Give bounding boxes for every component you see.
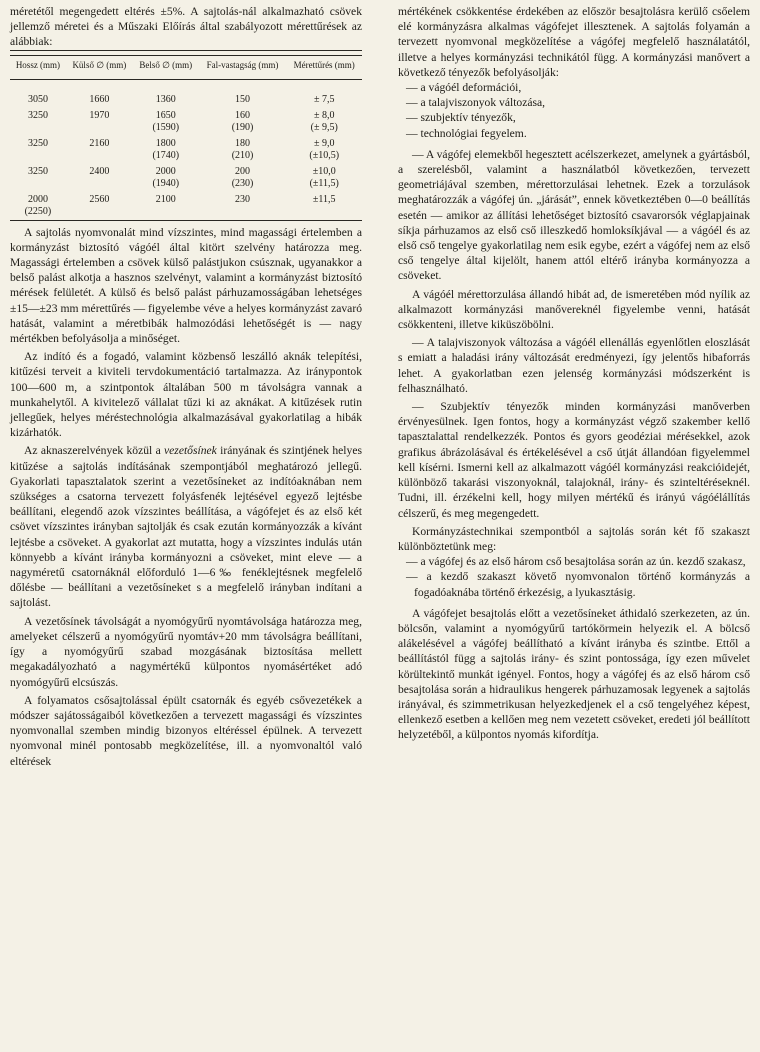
paragraph-nyomvonal: A sajtolás nyomvonalát mind vízszintes, mind magassági értelemben a kormányzást biztosító vágóél által kitört szelvény határozza meg. Magassági értelemben a csövek külső palástjukon csúsznak, ugyanakkor a belső palást alkotja a hasznos szelvényt, valamint a kormányzást biztosító mérések felületét. A külső és belső palást párhuzamosságában lehetséges ±15—±23 mm mérettűrés — figyelembe véve a helyes kormányzást zavaró hatását, valamint a méretbibák halmozódási lehetőségét is — nagy mértékben befolyásolja a minőséget. xyxy=(10,225,362,346)
cell-value-alt: (1940) xyxy=(152,177,180,189)
paragraph-kormanyzas-intro: mértékének csökkentése érdekében az először besajtolásra kerülő csőelem elé kormányzásra alkalmas vágófejet illesztenek. A sajtolás folyamán a tervezett nyomvonal megközelítése a vágófej megfelelő használatától, illetve a helyes kormányzási technikától függ. A kormányzási manővert a következő tényezők befolyásolják: xyxy=(398,5,750,79)
cell-tures xyxy=(286,108,362,136)
cell-value: 2400 xyxy=(89,165,110,177)
text-run: Az aknaszerelvények közül a xyxy=(24,444,165,458)
cell-fal xyxy=(199,192,287,221)
paragraph-talajviszonyok: — A talajviszonyok változása a vágóél ellenállás egyenlőtlen eloszlását s emiatt a haladási irány változását eredményezi, így jelentős hibaforrás lehet. A gyakorlatban ezen jelenség kormányzási módszerként is felhasználható. xyxy=(398,336,750,395)
cell-kulso xyxy=(66,192,133,221)
cell-value: 200 xyxy=(235,165,251,177)
cell-value: 1970 xyxy=(89,109,110,121)
paragraph-merettorzulas: A vágóél mérettorzulása állandó hibát ad, de ismeretében mód nyílik az alkalmazott kormányzási manővereknél figyelembe venni, hatását csökkenteni, illetve kiküszöbölni. xyxy=(398,287,750,332)
cell-fal xyxy=(199,108,287,136)
column-header-belso: Belső ∅ (mm) xyxy=(133,55,199,79)
cell-value-alt: (2250) xyxy=(24,205,52,217)
cell-value: ±10,0 xyxy=(312,165,336,177)
cell-fal xyxy=(199,136,287,164)
cell-value: 1360 xyxy=(155,93,176,105)
list-item: — szubjektív tényezők, xyxy=(406,111,516,125)
cell-value: 2560 xyxy=(89,193,110,205)
cell-tures xyxy=(286,79,362,108)
right-column xyxy=(398,4,750,743)
text-run: irányának és szintjének helyes kitűzése a sajtolás indításának szempontjából meghatározó jellegű. Gyakorlati tapasztalatok szerint a vezetősíneket az indítóaknában nem szükséges a csatorna tervezett folyásfenék lejtésével egyező lejtésbe beállítani, elegendő azok vízszintes beállítása, a vágófejet és az első két csövet vízszintes irányban sajtolják és csak ezután kormányozzák a kívánt lejtésbe a csöveket. A gyakorlat azt mutatta, hogy a vízszintes indulás után könnyebb a kívánt irányba kormányozni a csöveket, mint eleve — a nagyméretű csatornáknál előforduló 1—6‰ fenéklejtésnek megfelelő dőlésbe — beállítani a vezetősíneket s a megfelelő irányban indítani a sajtolást. xyxy=(10,444,362,610)
paragraph-bolcso: A vágófejet besajtolás előtt a vezetősíneket áthidaló szerkezeten, az ún. bölcsőn, valamint a nyomógyűrű tartókörmein helyezik el. A bölcső alákelésével a vágófej beállítható a kívánt irányba és szintbe. Ettől a beállítástól függ a sajtolás irány- és szint pontossága, így ezen művelet körültekintő munkát igényel. Fontos, hogy a vágófej és az első három cső besajtolása során a hidraulikus hengerek párhuzamosak legyenek a sajtolás irányával, és szimmetrikusan helyezkedjenek el a cső tengelyéhez képest, ellenkező esetben a kellően meg nem vezetett csöveket, eredeti jól beállított helyzetéből, a külpontos nyomás kifordítja. xyxy=(398,606,750,742)
cell-value: 1650 xyxy=(155,109,176,121)
cell-value: ± 8,0 xyxy=(313,109,335,121)
paragraph-aknak: Az indító és a fogadó, valamint közbenső leszálló aknák telepítési, kitűzési terveit a kiviteli tervdokumentáció tartalmazza. Az iránypontok 100—600 m, a szintpontok általában 500 m távolságra vannak a munkahelytől. A kivitelező vállalat tűzi ki az aknákat. A kitűzések rutin jellegűek, helyes méréstechnológia alkalmazásával gyakorlatilag a hibák kizárhatók. xyxy=(10,350,362,440)
cell-value: 3250 xyxy=(27,109,48,121)
cell-fal xyxy=(199,79,287,108)
cell-value: 2160 xyxy=(89,137,110,149)
phases-list xyxy=(398,554,750,600)
cell-value: 180 xyxy=(235,137,251,149)
list-item: — a vágóél deformációi, xyxy=(406,81,522,95)
column-header-falvastagsag: Fal-vastagság (mm) xyxy=(199,55,287,79)
intro-paragraph: méretétől megengedett eltérés ±5%. A sajtolás-nál alkalmazható csövek jellemző méretei és a Műszaki Előírás által szabályozott mérettűrések az alábbiak: xyxy=(10,4,362,51)
list-item: — a talajviszonyok változása, xyxy=(406,96,546,110)
cell-tures xyxy=(286,136,362,164)
paragraph-nyomogyuru: A vezetősínek távolságát a nyomógyűrű nyomtávolsága határozza meg, amelyeket célszerű a nyomógyűrű nyomtáv+20 mm távolságra beállítani, így a nyomógyűrű szabad mozgásának biztosítása mellett megakadályozható a nagymértékű külpontos nyomásértéket adó nyomógyűrű elcsúszás. xyxy=(10,614,362,689)
paragraph-szakaszok: Kormányzástechnikai szempontból a sajtolás során két fő szakaszt különböztetünk meg: xyxy=(398,524,750,553)
factors-list xyxy=(398,80,750,141)
table-row xyxy=(10,164,362,192)
cell-belso xyxy=(133,108,199,136)
cell-value: 1800 xyxy=(155,137,176,149)
cell-value: 160 xyxy=(235,109,251,121)
cell-value: ±11,5 xyxy=(312,193,336,205)
cell-belso xyxy=(133,136,199,164)
cell-value: 2100 xyxy=(155,193,176,205)
column-header-merettures: Mérettűrés (mm) xyxy=(286,55,362,79)
pipe-dimensions-table xyxy=(10,55,362,221)
cell-hossz xyxy=(10,79,66,108)
list-item: — a vágófej és az első három cső besajtolása során az ún. kezdő szakasz, xyxy=(406,555,746,569)
left-column xyxy=(10,4,362,769)
cell-tures xyxy=(286,164,362,192)
cell-value-alt: (230) xyxy=(231,177,254,189)
cell-value: 1660 xyxy=(89,93,110,105)
table-row xyxy=(10,108,362,136)
cell-value: ± 7,5 xyxy=(313,93,335,105)
cell-tures xyxy=(286,192,362,221)
cell-belso xyxy=(133,79,199,108)
cell-value-alt: (± 9,5) xyxy=(310,121,338,133)
cell-value-alt: (±10,5) xyxy=(309,149,340,161)
cell-value: 3050 xyxy=(27,93,48,105)
emphasis-vezetosinek: vezetősínek xyxy=(164,444,217,458)
cell-value-alt: (1590) xyxy=(152,121,180,133)
cell-kulso xyxy=(66,79,133,108)
column-header-hossz: Hossz (mm) xyxy=(10,55,66,79)
list-item: — a kezdő szakaszt követő nyomvonalon történő kormányzás a fogadóaknába történő érkezésig, a lyukasztásig. xyxy=(406,570,750,599)
cell-value-alt: (±11,5) xyxy=(309,177,339,189)
cell-kulso xyxy=(66,108,133,136)
cell-hossz xyxy=(10,136,66,164)
paragraph-vagofej: — A vágófej elemekből hegesztett acélszerkezet, amelynek a gyártásból, a szerelésből, valamint a használatból következően, tervezett geometriájával szemben, mérettorzulásai lehetnek. Ezek a torzulások meghatározzák a vágófej ún. „járását”, ennek következtében 0—0 beállítás esetén — amikor az állítási lehetőséget biztosító csavarorsók véglapjainak síkja párhuzamos az első cső illeszkedő homloksíkjával — a vágóél és az első cső tengelye gyakorlatilag nem esik egybe, ezért a vágófej nem az első cső tengelye által kijelölt, hanem attól eltérő irányba kormányozza a csöveket. xyxy=(398,147,750,283)
cell-hossz xyxy=(10,164,66,192)
paragraph-vezetosinek xyxy=(10,443,362,610)
cell-hossz xyxy=(10,108,66,136)
paragraph-csosajtolas: A folyamatos csősajtolással épült csatornák és egyéb csővezetékek a módszer sajátosságaiból következően a tervezett magassági és vízszintes nyomvonallal szemben mindig bizonyos eltéréssel épülnek. A tervezett nyomvonal minél pontosabb megközelítése, ill. a nyomvonaltól való eltérések xyxy=(10,693,362,768)
cell-kulso xyxy=(66,136,133,164)
cell-value-alt: (1740) xyxy=(152,149,180,161)
cell-value-alt: (190) xyxy=(231,121,254,133)
table-row xyxy=(10,136,362,164)
table-row xyxy=(10,79,362,108)
cell-belso xyxy=(133,164,199,192)
cell-value: 230 xyxy=(235,193,251,205)
cell-hossz xyxy=(10,192,66,221)
cell-value: 150 xyxy=(235,93,251,105)
cell-value: 2000 xyxy=(155,165,176,177)
list-item: — technológiai fegyelem. xyxy=(406,126,527,140)
cell-value: 3250 xyxy=(27,165,48,177)
table-header-row xyxy=(10,55,362,79)
cell-value: 2000 xyxy=(27,193,48,205)
paragraph-szubjektiv: — Szubjektív tényezők minden kormányzási manőverben érvényesülnek. Igen fontos, hogy a kormányzást végző szakember kellő tapasztalattal rendelkezzék. Pontos és gyors geodéziai mérésekkel, azok grafikus ábrázolásával és értékelésével a cső útját állandóan figyelemmel kell kísérni. Ismerni kell az alkalmazott vágóél kormányzási reakcióidejét, különböző takarási viszonyoknál, talajoknál, irány- és szinteltéréseknél. Tudni, ill. érzékelni kell, hogy milyen mértékű és irányú vágóélállítás célszerű, és meg megengedett. xyxy=(398,400,750,520)
cell-fal xyxy=(199,164,287,192)
cell-belso xyxy=(133,192,199,221)
column-header-kulso: Külső ∅ (mm) xyxy=(66,55,133,79)
cell-kulso xyxy=(66,164,133,192)
cell-value-alt: (210) xyxy=(231,149,254,161)
table-row xyxy=(10,192,362,221)
cell-value: 3250 xyxy=(27,137,48,149)
cell-value: ± 9,0 xyxy=(313,137,335,149)
